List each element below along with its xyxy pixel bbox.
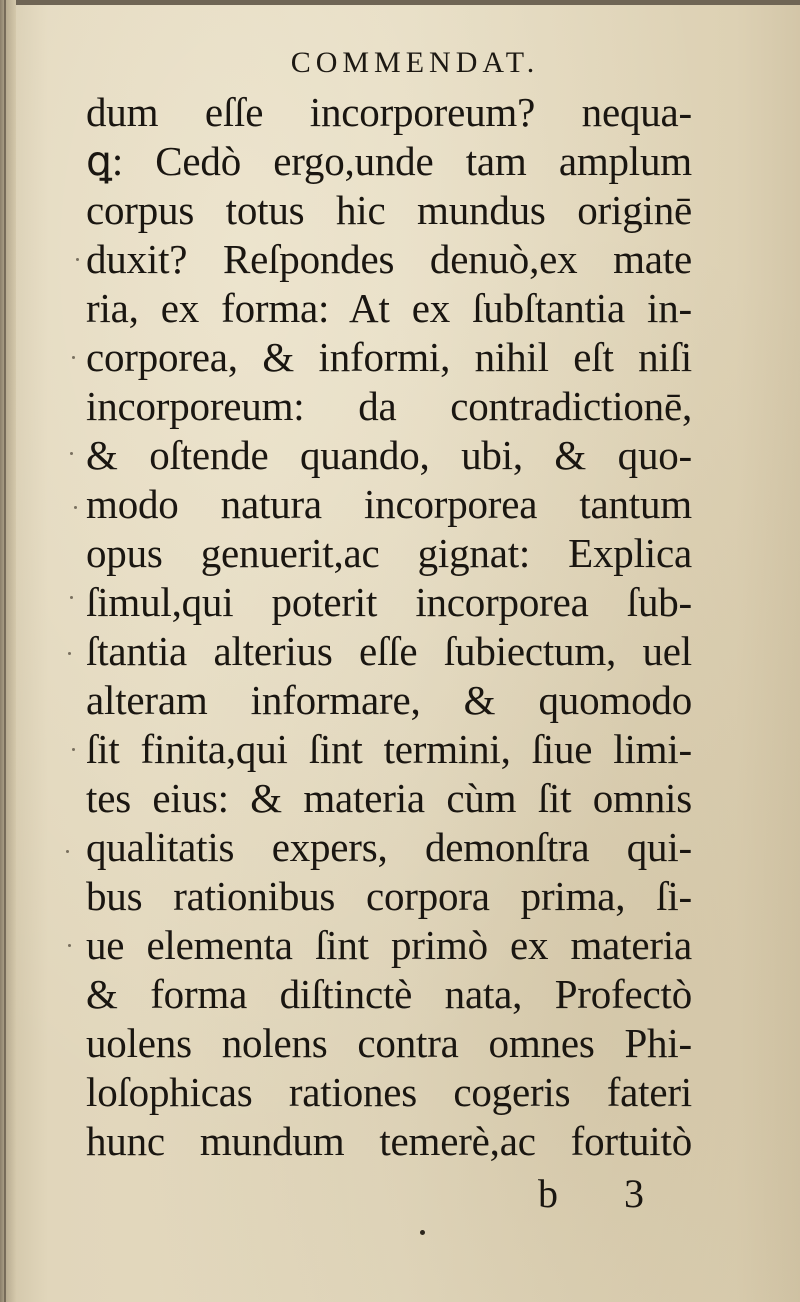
text-line: incorporeum: da contradictionē,: [86, 383, 692, 429]
ink-dot: [420, 1230, 425, 1235]
text-block: [86, 88, 692, 1166]
text-line: dum eſſe incorporeum? nequa-: [86, 89, 692, 135]
margin-mark: [66, 850, 69, 853]
text-line: qualitatis expers, demonſtra qui-: [86, 824, 692, 870]
margin-mark: [68, 944, 71, 947]
text-line: alteram informare, & quomodo: [86, 677, 692, 723]
text-line: hunc mundum temerè,ac fortuitò: [86, 1118, 692, 1164]
text-line: opus genuerit,ac gignat: Explica: [86, 530, 692, 576]
text-line: uolens nolens contra omnes Phi-: [86, 1020, 692, 1066]
margin-mark: [70, 596, 73, 599]
text-line: modo natura incorporea tantum: [86, 481, 692, 527]
text-line: loſophicas rationes cogeris fateri: [86, 1069, 692, 1115]
binding-gutter: [0, 0, 16, 1302]
margin-mark: [76, 258, 79, 261]
text-line: bus rationibus corpora prima, ſi-: [86, 873, 692, 919]
text-line: corporea, & informi, nihil eſt niſi: [86, 334, 692, 380]
margin-mark: [72, 356, 75, 359]
text-line: ſit finita,qui ſint termini, ſiue limi-: [86, 726, 692, 772]
margin-mark: [72, 748, 75, 751]
margin-mark: [68, 652, 71, 655]
signature-mark: b 3: [538, 1171, 672, 1216]
text-line: ꝗ: Cedò ergo,unde tam amplum: [86, 138, 692, 184]
text-line: ſtantia alterius eſſe ſubiectum, uel: [86, 628, 692, 674]
text-line: ſimul,qui poterit incorporea ſub-: [86, 579, 692, 625]
text-line: ue elementa ſint primò ex materia: [86, 922, 692, 968]
margin-mark: [70, 452, 73, 455]
text-line: corpus totus hic mundus originē: [86, 187, 692, 233]
text-line: tes eius: & materia cùm ſit omnis: [86, 775, 692, 821]
page-top-edge: [0, 0, 800, 5]
text-line: & oſtende quando, ubi, & quo-: [86, 432, 692, 478]
margin-mark: [74, 506, 77, 509]
text-line: ria, ex forma: At ex ſubſtantia in-: [86, 285, 692, 331]
gutter-line: [4, 0, 6, 1302]
text-line: duxit? Reſpondes denuò,ex mate: [86, 236, 692, 282]
text-line: & forma diſtinctè nata, Profectò: [86, 971, 692, 1017]
running-head: COMMENDAT.: [290, 46, 540, 79]
